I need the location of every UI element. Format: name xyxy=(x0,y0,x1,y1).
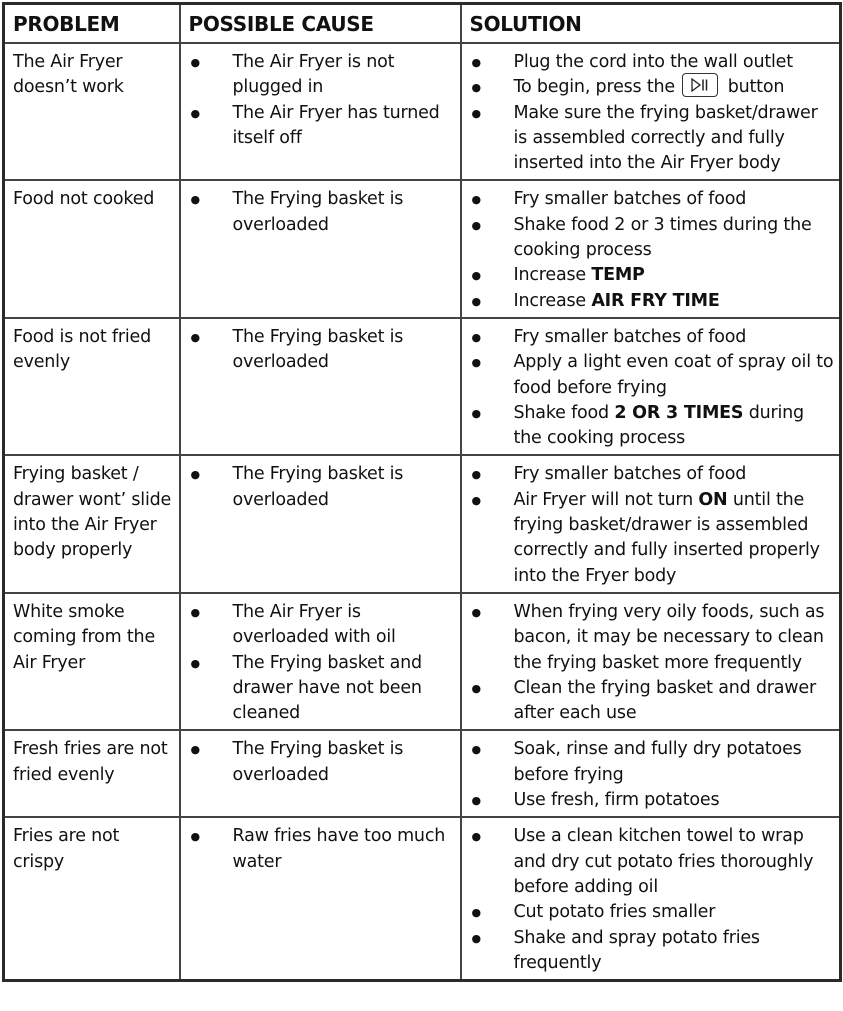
cause-item: ● The Frying basket is overloaded xyxy=(189,325,456,376)
solution-item xyxy=(470,50,836,75)
cause-list xyxy=(189,325,456,376)
emphasis-text: 2 OR 3 TIMES xyxy=(614,402,744,423)
solution-text: Use fresh, firm potatoes xyxy=(513,790,720,811)
problem-text: Fresh fries are not fried evenly xyxy=(13,739,168,785)
cause-list xyxy=(189,50,456,151)
cause-cell xyxy=(180,817,461,980)
cause-item: ● Raw fries have too much water xyxy=(189,824,456,875)
cause-cell xyxy=(180,43,461,180)
cause-list xyxy=(189,462,456,513)
cause-list xyxy=(189,187,456,238)
solution-text: When frying very oily foods, such as bacon, it may be necessary to clean the frying basket more frequently xyxy=(513,601,825,673)
problem-text: Frying basket / drawer wont’ slide into the Air Fryer body properly xyxy=(13,464,172,561)
solution-text: Make sure the frying basket/drawer is assembled correctly and fully inserted into the Air Fryer body xyxy=(513,102,818,174)
solution-text: To begin, press the xyxy=(513,77,681,98)
table-body xyxy=(4,43,841,981)
solution-item xyxy=(470,401,836,452)
solution-item xyxy=(470,350,836,401)
solution-item xyxy=(470,101,836,177)
header-possible-cause: POSSIBLE CAUSE xyxy=(180,4,461,44)
cause-item: ● The Air Fryer has turned itself off xyxy=(189,101,456,152)
problem-text: White smoke coming from the Air Fryer xyxy=(13,601,156,673)
cause-list xyxy=(189,600,456,726)
problem-cell xyxy=(4,730,180,817)
solution-text: until the frying basket/drawer is assembled correctly and fully inserted properly into the Fryer body xyxy=(513,489,820,586)
solution-text: Clean the frying basket and drawer after each use xyxy=(513,677,816,724)
solution-list xyxy=(470,600,836,726)
cause-item: ● The Frying basket is overloaded xyxy=(189,737,456,788)
solution-item xyxy=(470,926,836,977)
solution-item xyxy=(470,75,836,100)
solution-cell xyxy=(461,318,841,455)
table-row xyxy=(4,43,841,180)
solution-item xyxy=(470,824,836,900)
solution-cell xyxy=(461,593,841,730)
solution-list xyxy=(470,462,836,588)
solution-list xyxy=(470,187,836,313)
table-row xyxy=(4,730,841,817)
solution-cell xyxy=(461,43,841,180)
solution-item xyxy=(470,325,836,350)
cause-item: ● The Frying basket is overloaded xyxy=(189,187,456,238)
solution-item xyxy=(470,788,836,813)
solution-text: Shake food 2 or 3 times during the cooking process xyxy=(513,214,812,261)
header-problem: PROBLEM xyxy=(4,4,180,44)
header-solution: SOLUTION xyxy=(461,4,841,44)
cause-item: ● The Air Fryer is not plugged in xyxy=(189,50,456,101)
cause-cell xyxy=(180,180,461,317)
solution-text: Air Fryer will not turn xyxy=(513,489,699,510)
problem-cell xyxy=(4,593,180,730)
problem-cell xyxy=(4,817,180,980)
solution-item xyxy=(470,462,836,487)
table-row xyxy=(4,593,841,730)
solution-text: Increase xyxy=(513,290,592,311)
cause-list xyxy=(189,737,456,788)
cause-cell xyxy=(180,593,461,730)
solution-item xyxy=(470,213,836,264)
solution-item xyxy=(470,488,836,589)
cause-item: ● The Frying basket and drawer have not been cleaned xyxy=(189,651,456,727)
solution-text: Fry smaller batches of food xyxy=(513,326,747,347)
solution-item xyxy=(470,263,836,288)
play-pause-icon xyxy=(682,73,718,97)
solution-list xyxy=(470,737,836,813)
solution-cell xyxy=(461,455,841,592)
solution-cell xyxy=(461,730,841,817)
troubleshooting-table-container xyxy=(2,2,839,982)
solution-text: during the cooking process xyxy=(513,402,804,449)
problem-cell xyxy=(4,318,180,455)
problem-cell xyxy=(4,455,180,592)
solution-item xyxy=(470,289,836,314)
solution-text: Fry smaller batches of food xyxy=(513,189,747,210)
problem-text: Food is not fried evenly xyxy=(13,326,151,373)
solution-text: Fry smaller batches of food xyxy=(513,464,747,485)
cause-cell xyxy=(180,455,461,592)
cause-cell xyxy=(180,730,461,817)
solution-list xyxy=(470,50,836,176)
solution-text: Plug the cord into the wall outlet xyxy=(513,52,793,72)
solution-text: Shake and spray potato fries frequently xyxy=(513,927,760,973)
cause-item: ● The Air Fryer is overloaded with oil xyxy=(189,600,456,651)
table-row xyxy=(4,817,841,980)
cause-list xyxy=(189,824,456,875)
table-row xyxy=(4,455,841,592)
solution-list xyxy=(470,325,836,451)
problem-text: Food not cooked xyxy=(13,189,155,210)
header-row xyxy=(4,4,841,44)
solution-text: Cut potato fries smaller xyxy=(513,902,716,923)
solution-list xyxy=(470,824,836,976)
emphasis-text: AIR FRY TIME xyxy=(591,290,720,311)
solution-item xyxy=(470,737,836,788)
solution-text: Increase xyxy=(513,265,592,286)
solution-item xyxy=(470,600,836,676)
troubleshooting-table xyxy=(2,2,842,982)
solution-cell xyxy=(461,817,841,980)
table-row xyxy=(4,318,841,455)
table-row xyxy=(4,180,841,317)
solution-text: button xyxy=(722,77,785,98)
cause-cell xyxy=(180,318,461,455)
problem-cell xyxy=(4,43,180,180)
emphasis-text: TEMP xyxy=(591,265,645,286)
cause-item: ● The Frying basket is overloaded xyxy=(189,462,456,513)
problem-text: The Air Fryer doesn’t work xyxy=(13,52,124,98)
problem-cell xyxy=(4,180,180,317)
problem-text: Fries are not crispy xyxy=(13,826,120,872)
emphasis-text: ON xyxy=(698,489,728,510)
solution-cell xyxy=(461,180,841,317)
solution-item xyxy=(470,900,836,925)
solution-text: Shake food xyxy=(513,402,615,423)
solution-text: Apply a light even coat of spray oil to food before frying xyxy=(513,352,834,398)
solution-item xyxy=(470,676,836,727)
solution-item xyxy=(470,187,836,212)
solution-text: Use a clean kitchen towel to wrap and dry cut potato fries thoroughly before adding oil xyxy=(513,826,814,897)
solution-text: Soak, rinse and fully dry potatoes before frying xyxy=(513,739,802,785)
